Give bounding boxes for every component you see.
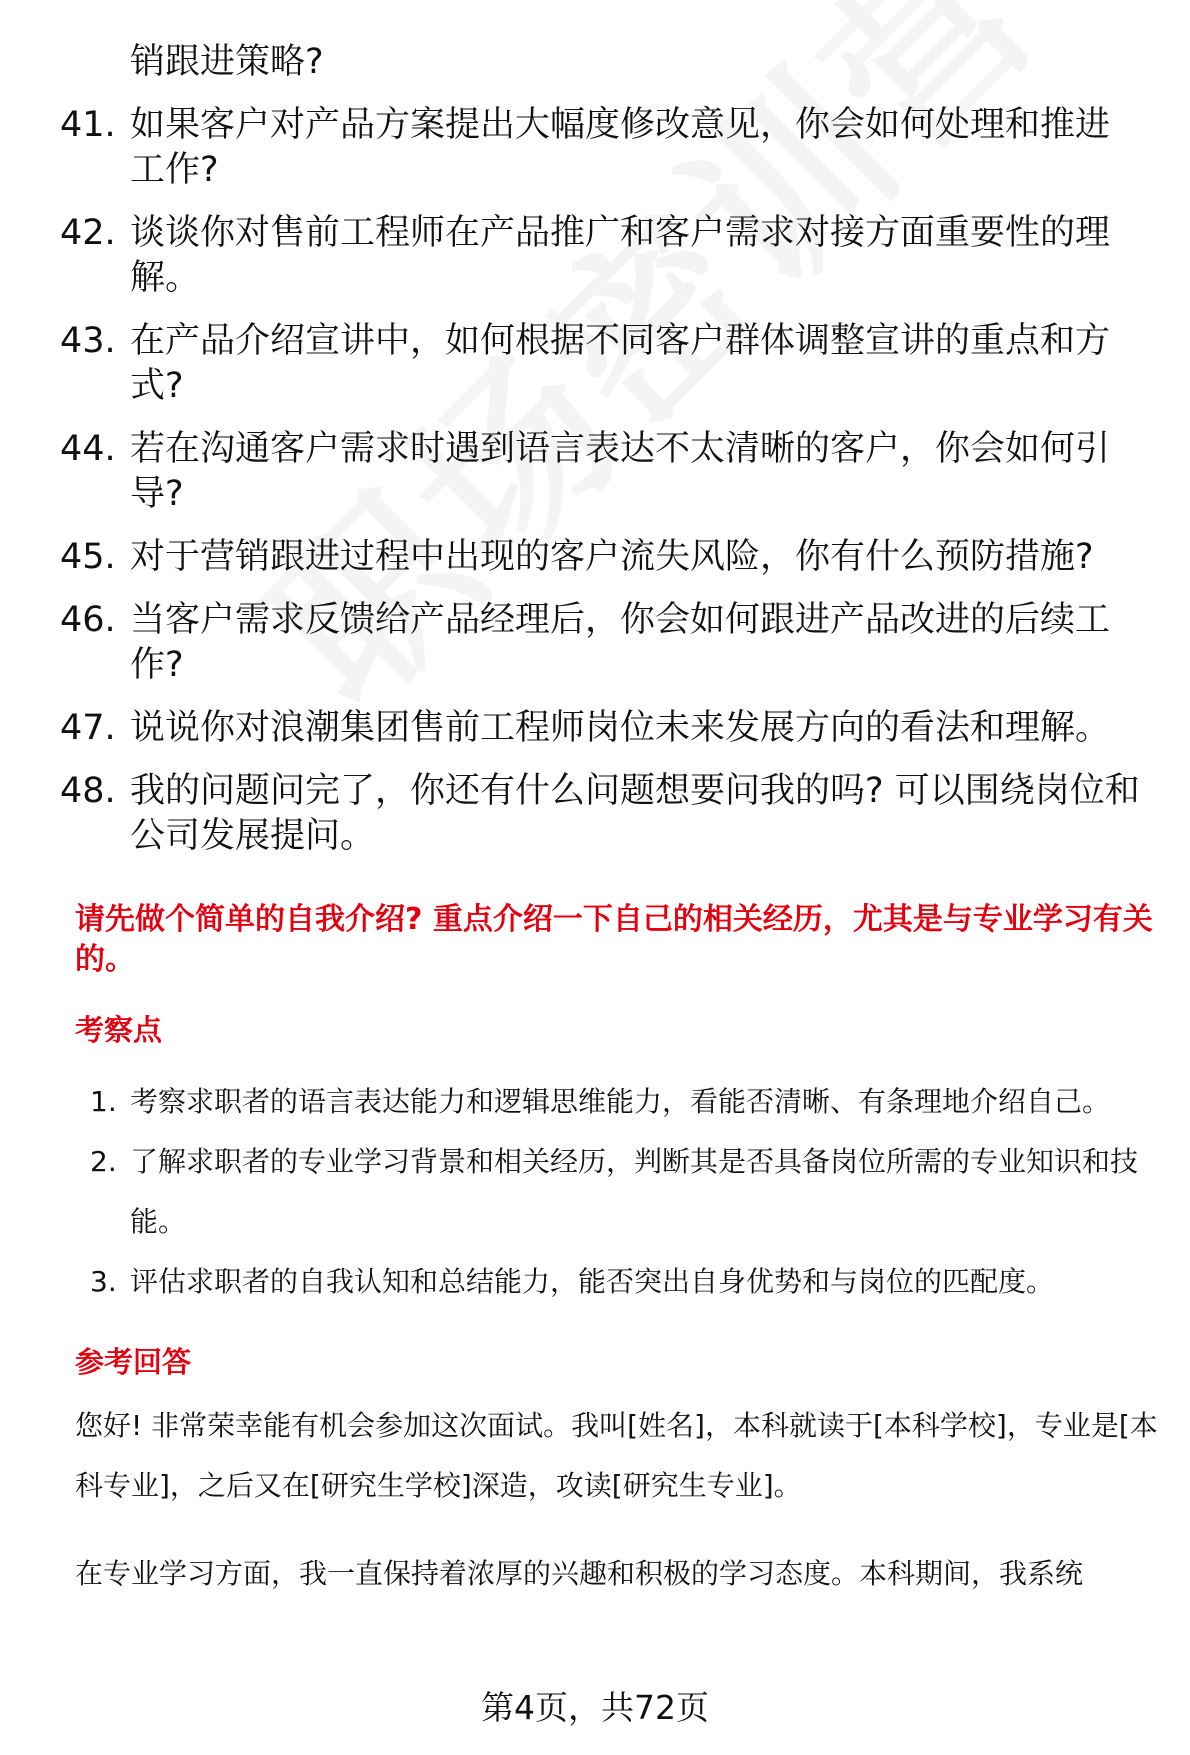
focus-points-list — [75, 1072, 1165, 1312]
question-text: 若在沟通客户需求时遇到语言表达不太清晰的客户，你会如何引导? — [130, 429, 1111, 514]
question-number: 44. — [60, 429, 116, 469]
question-continuation: 销跟进策略? — [130, 42, 324, 82]
page-indicator: 第4页，共72页 — [481, 1688, 709, 1727]
question-heading: 请先做个简单的自我介绍? 重点介绍一下自己的相关经历，尤其是与专业学习有关的。 — [75, 902, 1153, 977]
question-item — [60, 103, 1140, 193]
question-item — [60, 211, 1140, 301]
list-item — [75, 1252, 1165, 1312]
question-number: 47. — [60, 708, 116, 748]
question-text: 谈谈你对售前工程师在产品推广和客户需求对接方面重要性的理解。 — [130, 213, 1111, 298]
question-number: 45. — [60, 537, 116, 577]
question-item — [60, 427, 1140, 517]
question-text: 对于营销跟进过程中出现的客户流失风险，你有什么预防措施? — [130, 537, 1094, 577]
question-number: 42. — [60, 213, 116, 253]
question-text: 我的问题问完了，你还有什么问题想要问我的吗? 可以围绕岗位和公司发展提问。 — [130, 771, 1140, 856]
question-text: 说说你对浪潮集团售前工程师岗位未来发展方向的看法和理解。 — [130, 708, 1111, 748]
question-number: 48. — [60, 771, 116, 811]
question-item — [60, 535, 1140, 580]
list-item-text: 了解求职者的专业学习背景和相关经历，判断其是否具备岗位所需的专业知识和技能。 — [130, 1145, 1139, 1238]
question-item — [60, 706, 1140, 751]
list-item-number: 3. — [90, 1265, 117, 1298]
answer-label: 参考回答 — [75, 1345, 192, 1379]
list-item-text: 考察求职者的语言表达能力和逻辑思维能力，看能否清晰、有条理地介绍自己。 — [130, 1085, 1111, 1118]
question-text: 当客户需求反馈给产品经理后，你会如何跟进产品改进的后续工作? — [130, 600, 1111, 685]
list-item-number: 2. — [90, 1145, 117, 1178]
list-item — [75, 1072, 1165, 1132]
main-content — [75, 900, 1165, 1632]
question-item — [60, 319, 1140, 409]
question-item — [60, 598, 1140, 688]
question-number: 46. — [60, 600, 116, 640]
list-item — [75, 1132, 1165, 1252]
question-list — [60, 40, 1140, 877]
answer-paragraph: 您好! 非常荣幸能有机会参加这次面试。我叫[姓名]，本科就读于[本科学校]，专业是[本科专业]，之后又在[研究生学校]深造，攻读[研究生专业]。 — [75, 1409, 1158, 1502]
question-text: 如果客户对产品方案提出大幅度修改意见，你会如何处理和推进工作? — [130, 105, 1111, 190]
list-item-text: 评估求职者的自我认知和总结能力，能否突出自身优势和与岗位的匹配度。 — [130, 1265, 1055, 1298]
question-number: 43. — [60, 321, 116, 361]
question-text: 在产品介绍宣讲中，如何根据不同客户群体调整宣讲的重点和方式? — [130, 321, 1111, 406]
question-item — [60, 769, 1140, 859]
question-number: 41. — [60, 105, 116, 145]
focus-label: 考察点 — [75, 1013, 163, 1047]
answer-paragraph: 在专业学习方面，我一直保持着浓厚的兴趣和积极的学习态度。本科期间，我系统 — [75, 1557, 1084, 1590]
list-item-number: 1. — [90, 1085, 117, 1118]
